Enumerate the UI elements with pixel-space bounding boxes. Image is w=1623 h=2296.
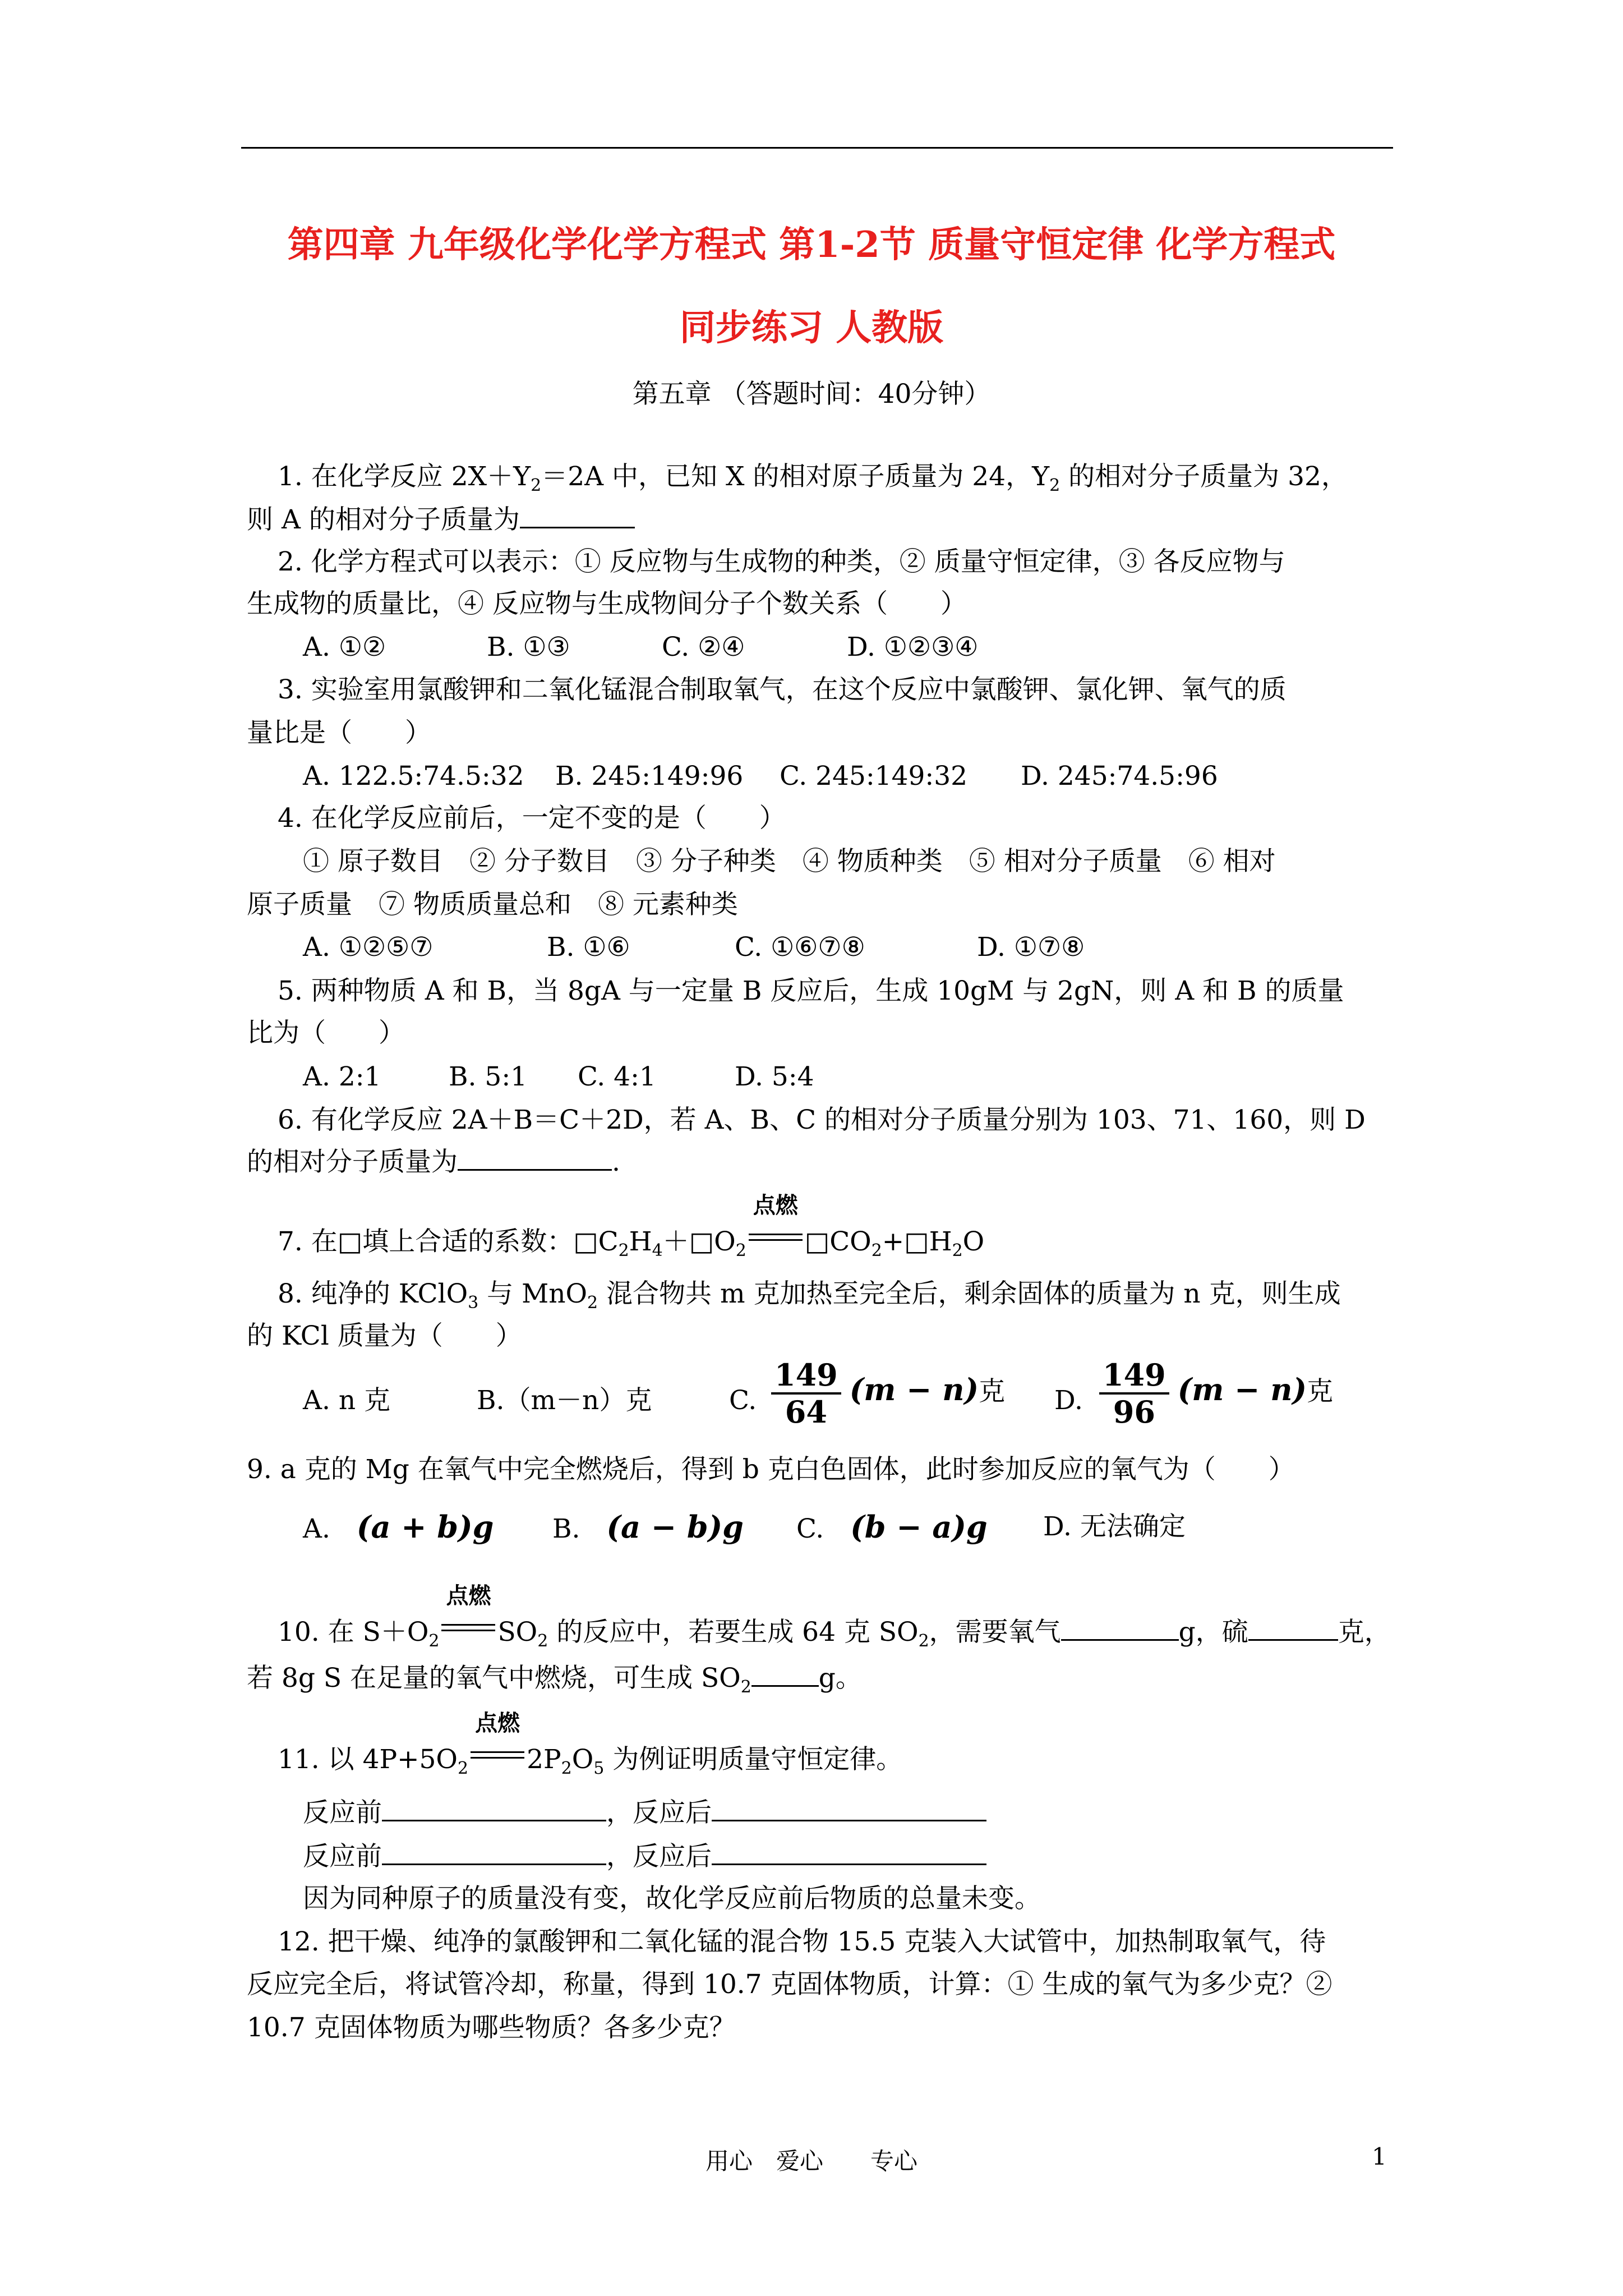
q3-option-c: C. 245:149:32 xyxy=(780,761,968,792)
q8-option-c: C. xyxy=(729,1385,757,1416)
page-title-line2: 同步练习 人教版 xyxy=(679,307,944,349)
q1-line1: 1. 在化学反应 $2X+Y_2=2A$ 中，已知 X 的相对原子质量为 24，$Y_2$ 的相对分子质量为 32， xyxy=(278,461,1348,495)
q5-option-a: A. 2:1 xyxy=(303,1061,381,1092)
q3-line2: 量比是（ ） xyxy=(247,717,431,748)
q6-line1: 6. 有化学反应 2A＋B＝C＋2D，若 A、B、C 的相对分子质量分别为 103、71、160，则 D xyxy=(278,1105,1366,1135)
q4-line3: 原子质量 ⑦ 物质质量总和 ⑧ 元素种类 xyxy=(247,889,738,920)
q10-line1: 10. 在 $S+O_2$ 点燃 $SO_2$ 的反应中，若要生成 64 克 $SO_2$，需要氧气 g，硫 克， xyxy=(278,1582,1391,1651)
q4-option-a: A. ①②⑤⑦ xyxy=(303,932,434,963)
q8-option-a: A. n 克 xyxy=(303,1385,391,1416)
q8-option-d: D. xyxy=(1054,1385,1083,1416)
q3-line1: 3. 实验室用氯酸钾和二氧化锰混合制取氧气，在这个反应中氯酸钾、氯化钾、氧气的质 xyxy=(278,674,1287,705)
page-footer: 用心 爱心 专心 xyxy=(705,2147,917,2175)
q12-line1: 12. 把干燥、纯净的氯酸钾和二氧化锰的混合物 15.5 克装入大试管中，加热制取氧气，待 xyxy=(278,1926,1326,1957)
q11-before-after-2: 反应前 ，反应后 xyxy=(303,1839,986,1875)
q9-option-d: D. 无法确定 xyxy=(1043,1511,1186,1542)
q4-option-c: C. ①⑥⑦⑧ xyxy=(735,932,865,963)
subtitle: 第五章 （答题时间：40分钟） xyxy=(632,379,991,409)
q11-line1: 11. 以 $4P+5O_2$ 点燃 $2P_2O_5$ 为例证明质量守恒定律。 xyxy=(278,1710,903,1778)
q3-option-a: A. 122.5:74.5:32 xyxy=(303,761,524,792)
answer-blank[interactable] xyxy=(382,1843,606,1865)
answer-blank[interactable] xyxy=(382,1800,606,1821)
q5-option-d: D. 5:4 xyxy=(735,1061,814,1092)
page-number: 1 xyxy=(1372,2143,1387,2170)
answer-blank[interactable] xyxy=(751,1665,819,1687)
q2-option-d: D. ①②③④ xyxy=(847,632,979,662)
q5-line2: 比为（ ） xyxy=(247,1018,405,1048)
q2-option-a: A. ①② xyxy=(303,632,386,662)
answer-blank[interactable] xyxy=(712,1800,986,1821)
answer-blank[interactable] xyxy=(712,1843,986,1865)
q9-option-b: B. (a − b)g xyxy=(552,1509,744,1545)
q10-line2: 若 8g S 在足量的氧气中燃烧，可生成 $SO_2$ g。 xyxy=(247,1663,862,1697)
reaction-condition: 点燃 xyxy=(746,1228,805,1250)
q8-option-c-formula: $\frac{149}{64}$ (m − n)克 xyxy=(771,1358,1005,1429)
header-rule xyxy=(241,147,1393,149)
q3-option-b: B. 245:149:96 xyxy=(555,761,744,792)
answer-blank[interactable] xyxy=(1061,1619,1179,1641)
q2-option-b: B. ①③ xyxy=(487,632,570,662)
q4-line2: ① 原子数目 ② 分子数目 ③ 分子种类 ④ 物质种类 ⑤ 相对分子质量 ⑥ 相对 xyxy=(303,846,1276,877)
fraction: $\frac{149}{64}$ xyxy=(771,1358,841,1429)
q2-option-c: C. ②④ xyxy=(662,632,745,662)
q12-line2: 反应完全后，将试管冷却，称量，得到 10.7 克固体物质，计算：① 生成的氧气为多少克？② xyxy=(247,1969,1332,2000)
q6-line2: 的相对分子质量为 . xyxy=(247,1147,620,1177)
q4-option-b: B. ①⑥ xyxy=(547,932,630,963)
reaction-condition: 点燃 xyxy=(439,1618,497,1641)
q5-line1: 5. 两种物质 A 和 B，当 8gA 与一定量 B 反应后，生成 10gM 与 2gN，则 A 和 B 的质量 xyxy=(278,976,1344,1006)
q8-option-b: B.（m－n）克 xyxy=(477,1385,652,1416)
answer-blank[interactable] xyxy=(1248,1619,1338,1641)
q8-option-d-formula: $\frac{149}{96}$ (m − n)克 xyxy=(1099,1358,1333,1429)
page-title: 第四章 九年级化学化学方程式 第1-2节 质量守恒定律 化学方程式 xyxy=(287,224,1336,266)
q12-line3: 10.7 克固体物质为哪些物质？各多少克？ xyxy=(247,2012,736,2043)
q4-line1: 4. 在化学反应前后，一定不变的是（ ） xyxy=(278,803,786,834)
q9-line1: 9. a 克的 Mg 在氧气中完全燃烧后，得到 b 克白色固体，此时参加反应的氧气为（ ） xyxy=(247,1454,1295,1485)
q3-option-d: D. 245:74.5:96 xyxy=(1021,761,1218,792)
q7-equation: 7. 在□填上合适的系数：$□C_2H_4+□O_2$ 点燃 $□CO_2+□H_2O$ xyxy=(278,1192,985,1260)
q4-option-d: D. ①⑦⑧ xyxy=(977,932,1085,963)
q2-line1: 2. 化学方程式可以表示：① 反应物与生成物的种类，② 质量守恒定律，③ 各反应物与 xyxy=(278,546,1285,577)
q8-line2: 的 KCl 质量为（ ） xyxy=(247,1320,522,1351)
q9-option-c: C. (b − a)g xyxy=(796,1509,988,1545)
q8-line1: 8. 纯净的 KClO$_3$ 与 MnO$_2$ 混合物共 m 克加热至完全后，剩余固体的质量为 n 克，则生成 xyxy=(278,1278,1341,1313)
reaction-condition: 点燃 xyxy=(468,1746,527,1768)
answer-blank[interactable] xyxy=(520,507,635,528)
q1-line2: 则 A 的相对分子质量为 xyxy=(247,502,635,538)
q5-option-c: C. 4:1 xyxy=(578,1061,656,1092)
q5-option-b: B. 5:1 xyxy=(449,1061,528,1092)
q11-conclusion: 因为同种原子的质量没有变，故化学反应前后物质的总量未变。 xyxy=(303,1883,1041,1914)
q2-line2: 生成物的质量比，④ 反应物与生成物间分子个数关系（ ） xyxy=(247,588,967,619)
q9-option-a: A. (a + b)g xyxy=(303,1509,494,1545)
fraction: $\frac{149}{96}$ xyxy=(1099,1358,1169,1429)
answer-blank[interactable] xyxy=(458,1149,612,1171)
q11-before-after-1: 反应前 ，反应后 xyxy=(303,1795,986,1831)
